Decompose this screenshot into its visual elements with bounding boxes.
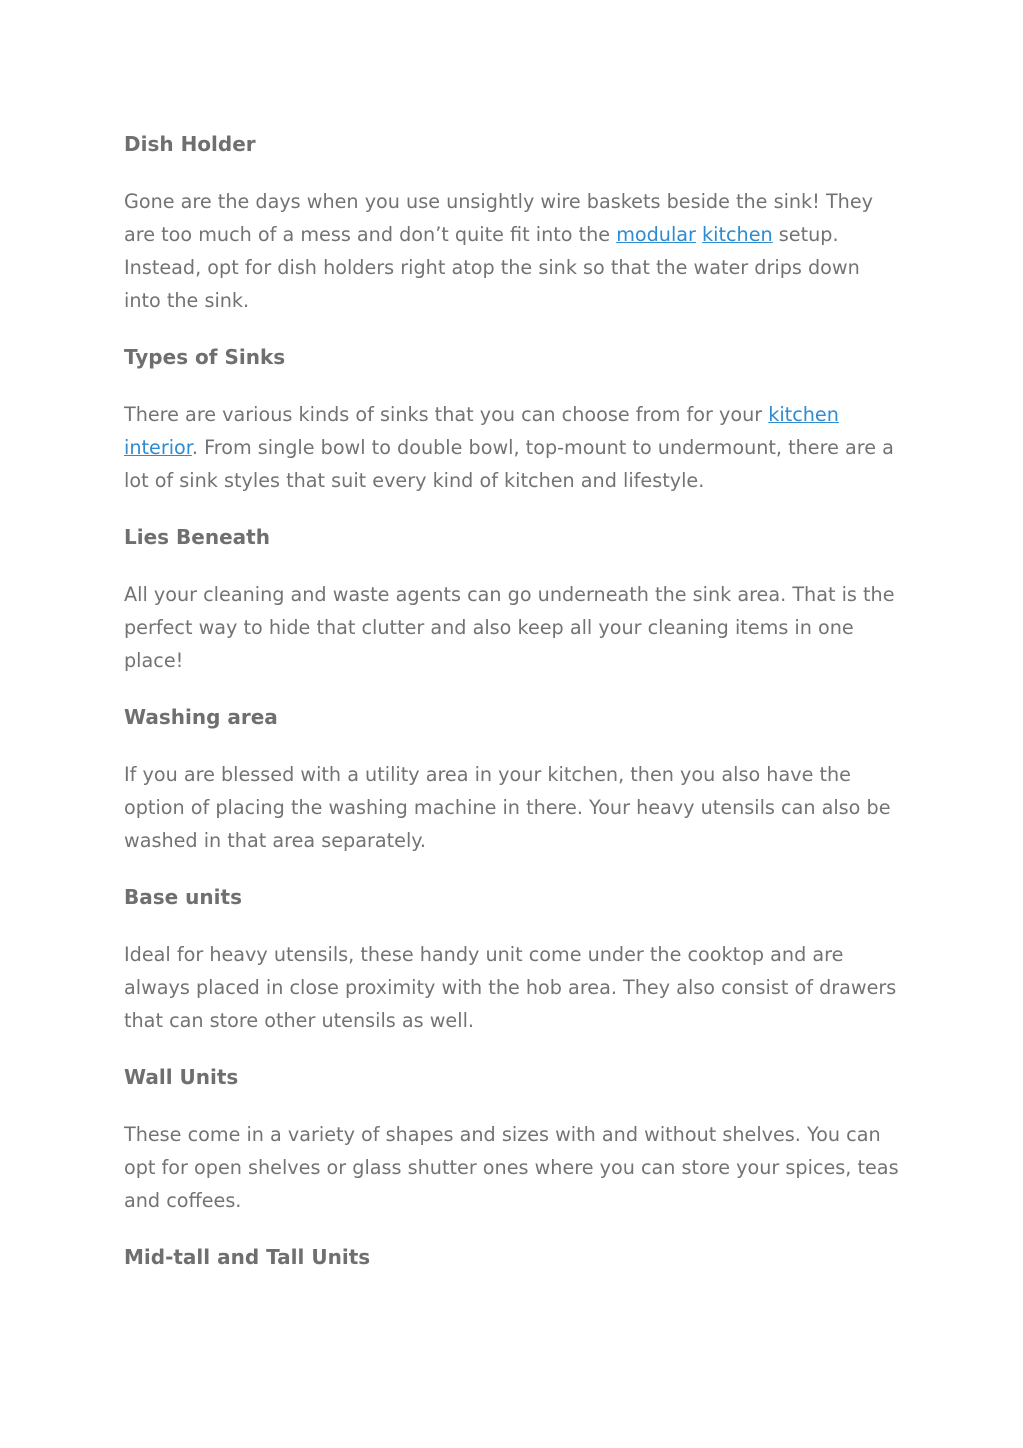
heading-base-units: Base units xyxy=(124,885,242,909)
heading-mid-tall-units: Mid-tall and Tall Units xyxy=(124,1245,371,1269)
heading-lies-beneath: Lies Beneath xyxy=(124,525,270,549)
paragraph-wall-units: These come in a variety of shapes and sizes with and without shelves. You can opt for open shelves or glass shutter ones where you can store your spices, teas and coffees. xyxy=(124,1123,899,1212)
kitchen-interior-link-part1[interactable]: kitchen xyxy=(768,403,839,426)
paragraph-washing-area: If you are blessed with a utility area in your kitchen, then you also have the option of placing the washing machine in there. Your heavy utensils can also be washed in that area separately. xyxy=(124,763,891,852)
text-segment: Gone are the days when you use unsightly wire baskets beside the sink! They are too much of a mess and don’t quite fit into the xyxy=(124,190,874,246)
text-segment: setup. Instead, opt for dish holders right atop the sink so that the water drips down into the sink. xyxy=(124,223,860,312)
document-page xyxy=(124,128,899,1274)
heading-wall-units: Wall Units xyxy=(124,1065,239,1089)
text-segment: . From single bowl to double bowl, top-mount to undermount, there are a lot of sink styles that suit every kind of kitchen and lifestyle. xyxy=(124,436,894,492)
paragraph-lies-beneath: All your cleaning and waste agents can go underneath the sink area. That is the perfect way to hide that clutter and also keep all your cleaning items in one place! xyxy=(124,583,895,672)
modular-link[interactable]: modular xyxy=(616,223,696,246)
heading-dish-holder: Dish Holder xyxy=(124,132,256,156)
paragraph-types-of-sinks xyxy=(124,398,899,497)
paragraph-base-units: Ideal for heavy utensils, these handy unit come under the cooktop and are always placed in close proximity with the hob area. They also consist of drawers that can store other utensils as well. xyxy=(124,943,897,1032)
heading-washing-area: Washing area xyxy=(124,705,278,729)
kitchen-interior-link-part2[interactable]: interior xyxy=(124,436,192,459)
text-segment: There are various kinds of sinks that you can choose from for your xyxy=(124,403,769,426)
paragraph-dish-holder xyxy=(124,185,899,317)
heading-types-of-sinks: Types of Sinks xyxy=(124,345,286,369)
kitchen-link[interactable]: kitchen xyxy=(702,223,773,246)
